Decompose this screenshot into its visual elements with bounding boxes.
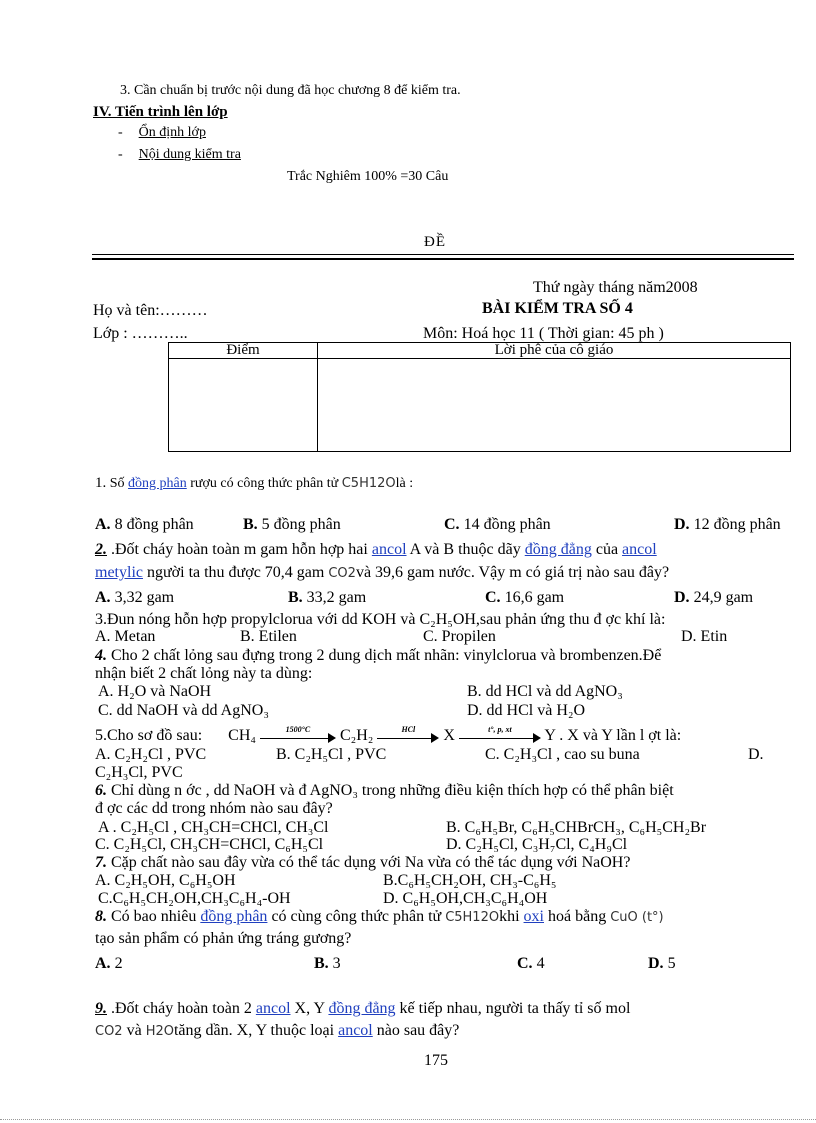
student-name: Họ và tên:……… xyxy=(93,302,208,319)
q2-link-ancol-2[interactable]: ancol xyxy=(622,541,657,558)
q1-formula: C5H12O xyxy=(341,476,396,491)
q9-formula-co2: CO2 xyxy=(95,1024,123,1039)
q5-species-2: C₂H₂ xyxy=(339,727,374,744)
q2-option-a[interactable] xyxy=(95,589,174,607)
q8-formula: C5H12O xyxy=(445,910,500,925)
q3-option-b[interactable]: B. Etilen xyxy=(240,628,297,645)
q5-option-d[interactable]: D. xyxy=(748,746,764,763)
question-2-line2 xyxy=(95,564,669,582)
option-letter: A. xyxy=(95,516,111,533)
question-8-line2: tạo sản phẩm có phản ứng tráng gương? xyxy=(95,930,352,947)
q1-option-b[interactable] xyxy=(243,516,341,534)
arrow-condition: t°, p, xt xyxy=(488,725,512,735)
q7-num: 7. xyxy=(95,854,107,871)
q6-num: 6. xyxy=(95,782,107,799)
page-bottom-border xyxy=(0,1119,816,1120)
q2-option-c[interactable] xyxy=(485,589,564,607)
bullet-dash: - xyxy=(118,125,123,140)
option-letter: A. xyxy=(95,955,111,972)
arrow-condition: 1500°C xyxy=(285,725,311,735)
option-letter: B. xyxy=(314,955,329,972)
q3-option-a[interactable]: A. Metan xyxy=(95,628,156,645)
option-letter: B. xyxy=(288,589,303,606)
exam-title: BÀI KIỂM TRA SỐ 4 xyxy=(482,300,633,317)
q8-option-d[interactable] xyxy=(648,955,676,973)
q2-num: 2. xyxy=(95,541,107,558)
q8-link-oxi[interactable]: oxi xyxy=(523,908,544,925)
page-number: 175 xyxy=(424,1052,448,1069)
q5-species-3: X xyxy=(443,727,455,744)
arrow-condition: HCl xyxy=(401,725,416,735)
question-2 xyxy=(95,541,657,559)
q6-option-a[interactable]: A . C₂H₅Cl , CH₃CH=CHCl, CH₃Cl xyxy=(98,819,329,836)
student-class: Lớp : ……….. xyxy=(93,325,188,342)
question-1 xyxy=(95,475,413,492)
q4-option-a[interactable]: A. H₂O và NaOH xyxy=(98,683,212,700)
de-heading: ĐỀ xyxy=(424,234,446,250)
q4-option-b[interactable]: B. dd HCl và dd AgNO₃ xyxy=(467,683,623,700)
option-letter: C. xyxy=(517,955,533,972)
question-8 xyxy=(95,908,664,926)
q4-option-d[interactable]: D. dd HCl và H₂O xyxy=(467,702,586,719)
q2-link-dong-dang[interactable]: đồng đẳng xyxy=(524,541,592,558)
q5-lead: 5.Cho sơ đồ sau: xyxy=(95,727,203,744)
q8-text: khi xyxy=(499,908,524,925)
option-text: 16,6 gam xyxy=(500,589,565,606)
q6-option-d[interactable]: D. C₂H₅Cl, C₃H₇Cl, C₄H₉Cl xyxy=(446,836,628,853)
exam-date: Thứ ngày tháng năm2008 xyxy=(533,279,698,296)
option-letter: B. xyxy=(243,516,258,533)
q2-option-d[interactable] xyxy=(674,589,753,607)
q8-option-b[interactable] xyxy=(314,955,341,973)
q6-option-c[interactable]: C. C₂H₅Cl, CH₃CH=CHCl, C₆H₅Cl xyxy=(95,836,324,853)
q8-formula-cuo: CuO (t°) xyxy=(610,910,664,925)
q1-option-a[interactable] xyxy=(95,516,194,534)
question-9-line2 xyxy=(95,1022,459,1040)
q6-option-b[interactable]: B. C₆H₅Br, C₆H₅CHBrCH₃, C₆H₅CH₂Br xyxy=(446,819,707,836)
q9-formula-h2o: H2O xyxy=(145,1024,174,1039)
q5-option-b[interactable]: B. C₂H₅Cl , PVC xyxy=(276,746,387,763)
q1-option-d[interactable] xyxy=(674,516,781,534)
q5-option-c[interactable]: C. C₂H₃Cl , cao su buna xyxy=(485,746,640,763)
q1-text: Số xyxy=(109,476,129,491)
q3-option-c[interactable]: C. Propilen xyxy=(423,628,496,645)
option-text: 12 đồng phân xyxy=(689,516,781,533)
bullet-2 xyxy=(118,147,241,163)
q2-formula: CO2 xyxy=(328,566,356,581)
q6-text: Chỉ dùng n ớc , dd NaOH và đ AgNO₃ trong những điều kiện thích hợp có thể phân biệt xyxy=(107,782,674,799)
bullet-dash: - xyxy=(118,147,123,162)
q9-link-ancol[interactable]: ancol xyxy=(255,1000,291,1017)
grade-table xyxy=(168,342,791,452)
comment-cell[interactable] xyxy=(318,359,791,452)
option-letter: A. xyxy=(95,589,111,606)
option-text: 5 đồng phân xyxy=(257,516,341,533)
q5-species-1: CH₄ xyxy=(228,727,256,744)
option-text: 8 đồng phân xyxy=(110,516,194,533)
option-text: 14 đồng phân xyxy=(459,516,551,533)
option-text: 3,32 gam xyxy=(110,589,175,606)
option-text: 3 xyxy=(328,955,341,972)
question-9 xyxy=(95,1000,630,1018)
divider-top xyxy=(92,254,794,255)
q1-link-dong-phan[interactable]: đồng phân xyxy=(128,476,187,491)
q8-option-a[interactable] xyxy=(95,955,123,973)
option-text: 24,9 gam xyxy=(689,589,754,606)
reaction-arrow-3 xyxy=(459,725,541,743)
test-format: Trắc Nghiêm 100% =30 Câu xyxy=(287,169,449,184)
q2-text: .Đốt cháy hoàn toàn m gam hỗn hợp hai xyxy=(107,541,372,558)
exam-subject: Môn: Hoá học 11 ( Thời gian: 45 ph ) xyxy=(423,325,664,342)
q4-num: 4. xyxy=(95,647,107,664)
q2-link-metylic[interactable]: metylic xyxy=(95,564,143,581)
bullet-1 xyxy=(118,125,206,141)
q4-text: Cho 2 chất lỏng sau đựng trong 2 dung dịch mất nhãn: vinylclorua và brombenzen.Để xyxy=(107,647,662,664)
score-cell[interactable] xyxy=(169,359,318,452)
option-text: 4 xyxy=(532,955,545,972)
q8-link-dong-phan[interactable]: đồng phân xyxy=(200,908,268,925)
q9-text: kế tiếp nhau, người ta thấy tỉ số mol xyxy=(395,1000,631,1017)
q7-text: Cặp chất nào sau đây vừa có thể tác dụng với Na vừa có thể tác dụng với NaOH? xyxy=(107,854,631,871)
q2-text: của xyxy=(591,541,623,558)
question-4 xyxy=(95,647,661,665)
q9-text: X, Y xyxy=(290,1000,329,1017)
q1-num: 1. xyxy=(95,475,107,491)
option-text: 33,2 gam xyxy=(302,589,367,606)
bullet-2-text: Nội dung kiểm tra xyxy=(138,147,241,162)
prep-item-3: 3. Cần chuẩn bị trước nội dung đã học chương 8 để kiểm tra. xyxy=(120,83,461,98)
reaction-arrow-2 xyxy=(377,725,439,743)
divider-bottom xyxy=(92,258,794,260)
score-header: Điểm xyxy=(169,343,318,359)
option-letter: C. xyxy=(485,589,501,606)
reaction-arrow-1 xyxy=(260,725,336,743)
q2-option-b[interactable] xyxy=(288,589,366,607)
q9-text: và xyxy=(122,1022,146,1039)
q7-option-a[interactable]: A. C₂H₅OH, C₆H₅OH xyxy=(95,872,236,889)
option-letter: D. xyxy=(674,589,690,606)
q9-text: nào sau đây? xyxy=(372,1022,460,1039)
q5-species-4: Y . X và Y lần l ợt là: xyxy=(544,727,682,744)
q2-text: A và B thuộc dãy xyxy=(406,541,525,558)
q8-text: Có bao nhiêu xyxy=(107,908,201,925)
section-heading: IV. Tiến trình lên lớp xyxy=(93,104,228,120)
q8-text: hoá bằng xyxy=(544,908,611,925)
question-7 xyxy=(95,854,630,872)
question-3: 3.Đun nóng hỗn hợp propylclorua với dd KOH và C₂H₅OH,sau phản ứng thu đ ợc khí là: xyxy=(95,611,666,628)
q5-option-a[interactable]: A. C₂H₂Cl , PVC xyxy=(95,746,207,763)
q9-text: .Đốt cháy hoàn toàn 2 xyxy=(107,1000,256,1017)
q9-link-dong-dang[interactable]: đồng đẳng xyxy=(328,1000,396,1017)
q7-option-b[interactable]: B.C₆H₅CH₂OH, CH₃-C₆H₅ xyxy=(383,872,557,889)
q1-text: rượu có công thức phân tử xyxy=(186,476,342,491)
question-6-line2: đ ợc các dd trong nhóm nào sau đây? xyxy=(95,800,333,817)
q1-text: là : xyxy=(395,476,414,491)
option-letter: D. xyxy=(674,516,690,533)
q2-link-ancol[interactable]: ancol xyxy=(371,541,407,558)
q7-option-d[interactable]: D. C₆H₅OH,CH₃C₆H₄OH xyxy=(383,890,548,907)
q9-num: 9. xyxy=(95,1000,107,1017)
question-5 xyxy=(95,727,681,745)
q2-text: và 39,6 gam nước. Vậy m có giá trị nào sau đây? xyxy=(355,564,670,581)
option-text: 5 xyxy=(663,955,676,972)
question-4-line2: nhận biết 2 chất lỏng này ta dùng: xyxy=(95,665,313,682)
q3-option-d[interactable]: D. Etin xyxy=(681,628,728,645)
option-text: 2 xyxy=(110,955,123,972)
q8-num: 8. xyxy=(95,908,107,925)
option-letter: D. xyxy=(648,955,664,972)
bullet-1-text: Ổn định lớp xyxy=(138,125,206,140)
question-6 xyxy=(95,782,674,800)
q9-text: tăng dần. X, Y thuộc loại xyxy=(173,1022,339,1039)
option-letter: C. xyxy=(444,516,460,533)
q8-text: có cùng công thức phân tử xyxy=(267,908,446,925)
q4-option-c[interactable]: C. dd NaOH và dd AgNO₃ xyxy=(98,702,269,719)
q9-link-ancol-2[interactable]: ancol xyxy=(338,1022,373,1039)
q8-option-c[interactable] xyxy=(517,955,545,973)
q5-option-d-text: C₂H₃Cl, PVC xyxy=(95,764,183,781)
comment-header: Lời phê của cô giáo xyxy=(318,343,791,359)
q1-option-c[interactable] xyxy=(444,516,551,534)
q7-option-c[interactable]: C.C₆H₅CH₂OH,CH₃C₆H₄-OH xyxy=(98,890,291,907)
q2-text: người ta thu được 70,4 gam xyxy=(142,564,329,581)
